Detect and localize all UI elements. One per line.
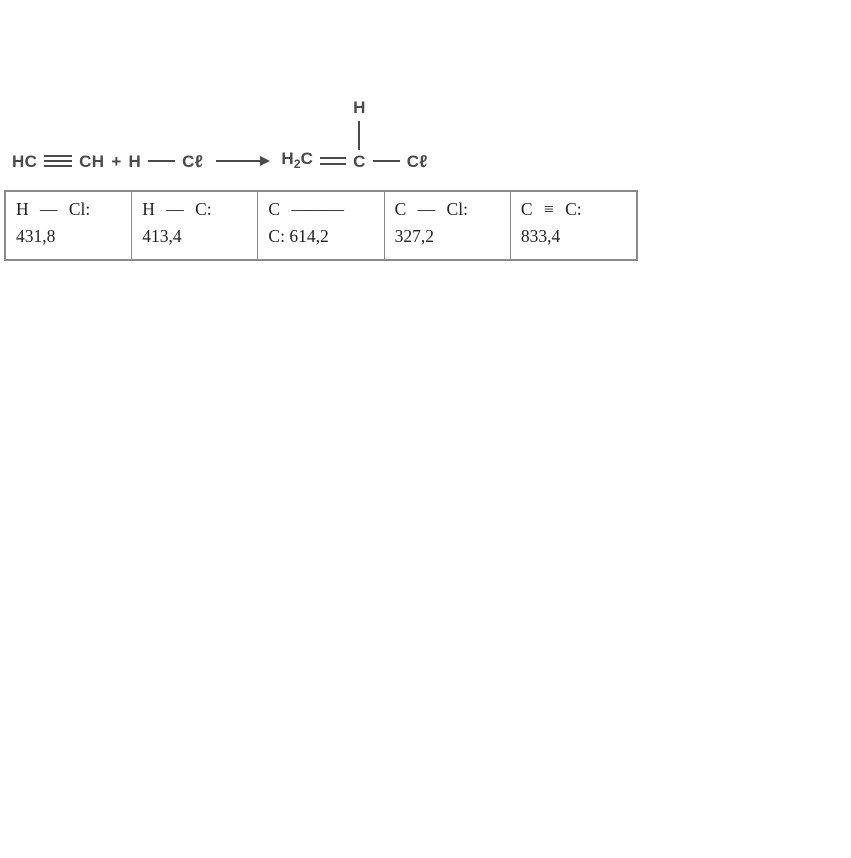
single-bond-icon (148, 160, 175, 162)
product-c: C (353, 151, 366, 171)
bond-energy-value: C: 614,2 (268, 226, 329, 246)
reactant-cl: Cℓ (182, 151, 204, 171)
double-bond-icon (320, 157, 346, 165)
product-c-group (353, 97, 366, 172)
vertical-bond-icon (358, 121, 360, 150)
plus-sign: + (111, 151, 122, 171)
bond-energy-value: 327,2 (394, 226, 434, 246)
bond-energy-cell-c-cl (384, 192, 510, 259)
reaction-arrow-icon (216, 160, 268, 162)
bond-energy-value: 833,4 (520, 226, 561, 246)
product-h2c (281, 149, 313, 174)
chemical-equation (12, 97, 428, 174)
bond-energy-cell-h-cl (6, 192, 131, 259)
bond-label: C — Cl: (394, 199, 468, 219)
bond-label: C ——— (268, 199, 344, 219)
reactant-h: H (128, 151, 142, 171)
bond-energy-value: 431,8 (16, 226, 56, 246)
bond-label: C ≡ C: (520, 199, 582, 219)
product-cl: Cℓ (406, 151, 428, 171)
product-top-h: H (353, 97, 366, 117)
bond-label: H — C: (142, 199, 212, 219)
bond-energy-cell-c-c (257, 192, 383, 259)
reactant-hc: HC (12, 151, 38, 171)
single-bond-icon (373, 160, 400, 162)
product-h2c-subscript: 2 (293, 157, 301, 171)
triple-bond-icon (44, 155, 72, 167)
product-h2c-c: C (300, 149, 314, 168)
bond-energy-cell-h-c (131, 192, 257, 259)
bond-energy-table (4, 190, 638, 261)
product-h2c-h: H (281, 149, 294, 168)
bond-energy-cell-c-triple-c (510, 192, 636, 259)
bond-label: H — Cl: (16, 199, 91, 219)
reactant-ch: CH (79, 151, 105, 171)
bond-energy-value: 413,4 (142, 226, 182, 246)
